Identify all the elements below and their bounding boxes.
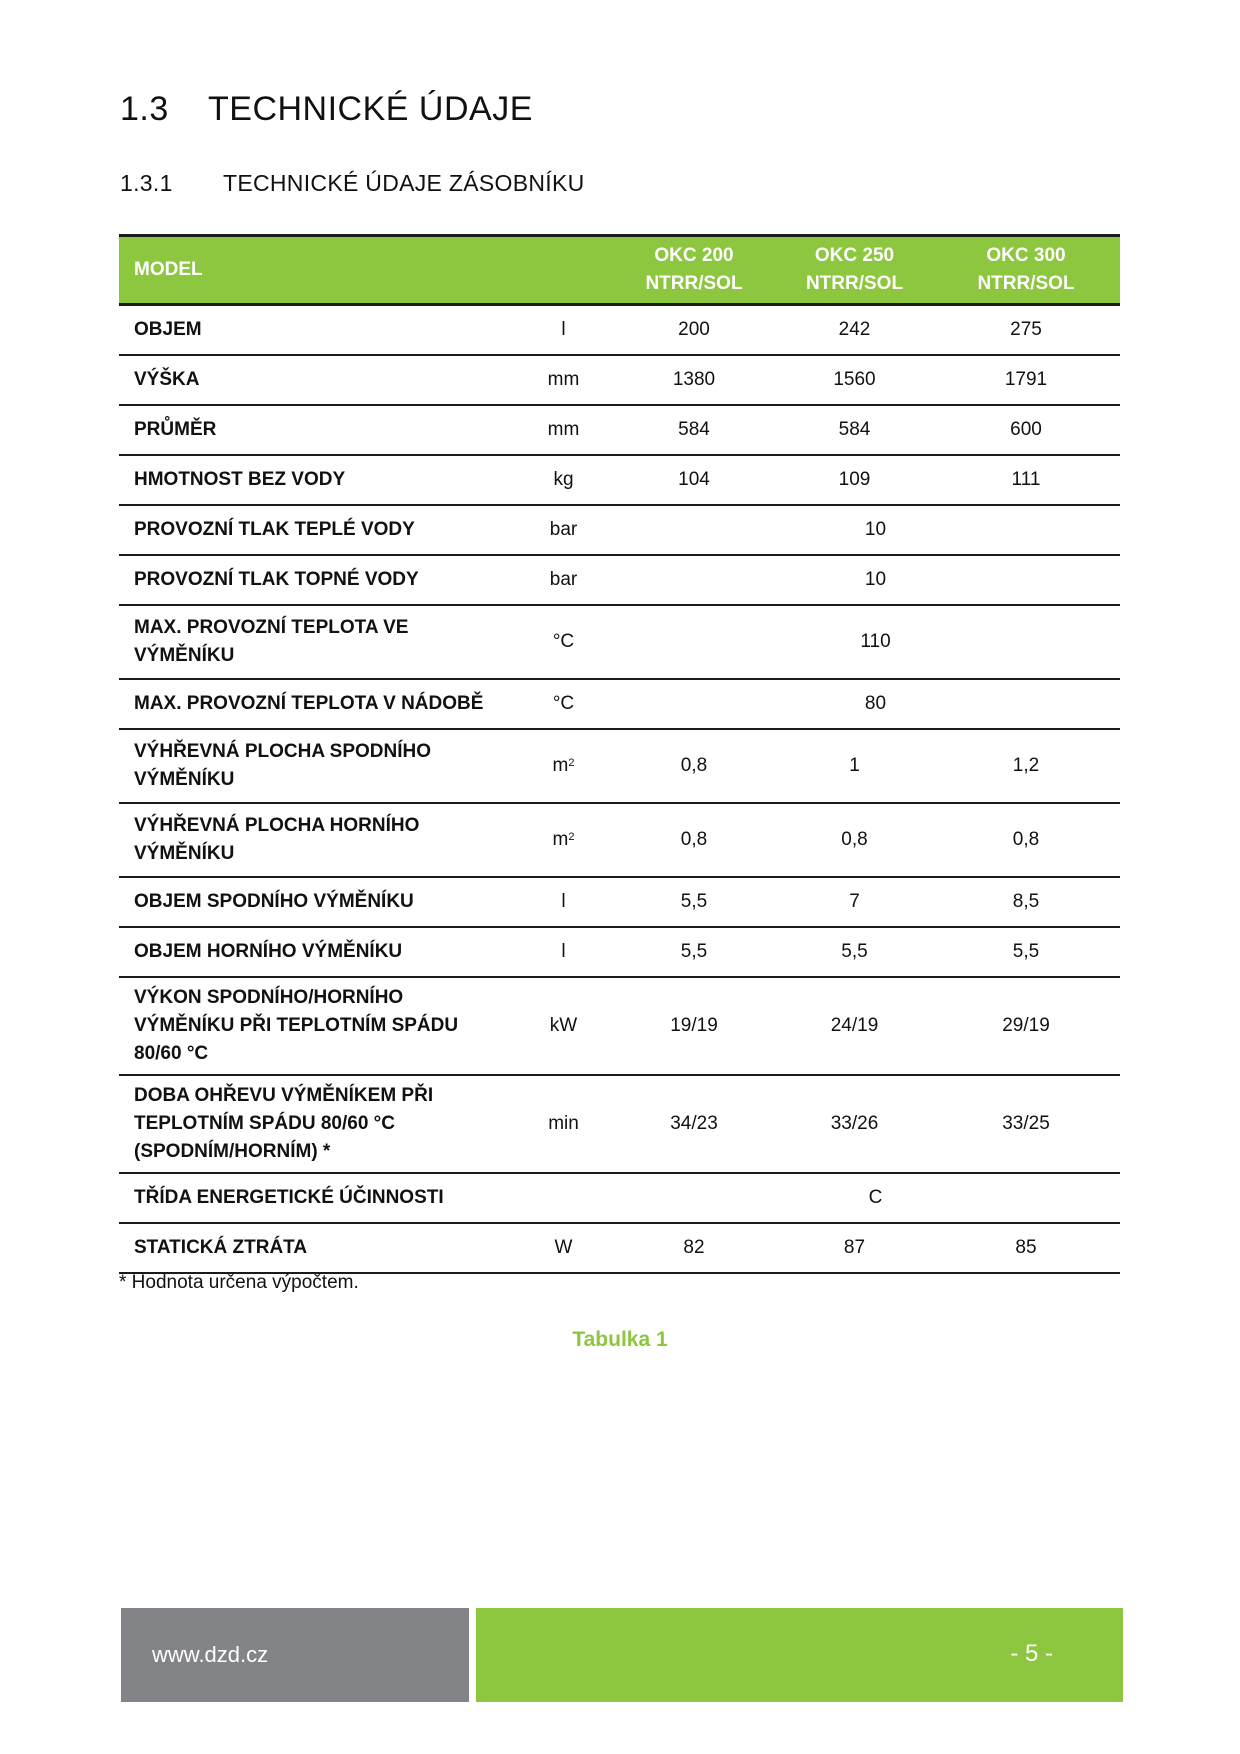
row-value: 1,2 [932,729,1120,803]
table-row [119,355,1120,405]
table-row [119,1075,1120,1173]
table-row [119,405,1120,455]
row-label: PROVOZNÍ TLAK TOPNÉ VODY [119,555,516,605]
row-label: MAX. PROVOZNÍ TEPLOTA V NÁDOBĚ [119,679,516,729]
row-unit: kg [516,455,611,505]
row-value: 87 [777,1223,932,1273]
section-number: 1.3 [120,90,169,128]
row-label: PRŮMĚR [119,405,516,455]
header-model: MODEL [119,236,516,305]
header-okc-300: OKC 300 NTRR/SOL [932,236,1120,305]
row-label: TŘÍDA ENERGETICKÉ ÚČINNOSTI [119,1173,516,1223]
row-value: 0,8 [777,803,932,877]
row-unit: bar [516,555,611,605]
row-label: OBJEM [119,305,516,356]
row-value: 19/19 [611,977,777,1075]
row-unit [516,1173,611,1223]
row-label: MAX. PROVOZNÍ TEPLOTA VE VÝMĚNÍKU [119,605,516,679]
header-unit [516,236,611,305]
row-unit: mm [516,355,611,405]
row-value: 29/19 [932,977,1120,1075]
row-label: OBJEM SPODNÍHO VÝMĚNÍKU [119,877,516,927]
row-value: 85 [932,1223,1120,1273]
table-row [119,555,1120,605]
row-value: 33/25 [932,1075,1120,1173]
row-label: OBJEM HORNÍHO VÝMĚNÍKU [119,927,516,977]
row-unit: $m^2$ [516,803,611,877]
table-row [119,455,1120,505]
row-value: 0,8 [932,803,1120,877]
row-value: 33/26 [777,1075,932,1173]
header-okc-200: OKC 200 NTRR/SOL [611,236,777,305]
row-value: 82 [611,1223,777,1273]
subsection-number: 1.3.1 [120,170,173,196]
row-label: VÝHŘEVNÁ PLOCHA SPODNÍHO VÝMĚNÍKU [119,729,516,803]
row-label: DOBA OHŘEVU VÝMĚNÍKEM PŘI TEPLOTNÍM SPÁDU 80/60 °C (SPODNÍM/HORNÍM) * [119,1075,516,1173]
table-row [119,877,1120,927]
row-value: 8,5 [932,877,1120,927]
row-value: 111 [932,455,1120,505]
row-label: VÝŠKA [119,355,516,405]
row-value: 1 [777,729,932,803]
row-value: 584 [777,405,932,455]
row-label: STATICKÁ ZTRÁTA [119,1223,516,1273]
table-row [119,305,1120,356]
table-row [119,977,1120,1075]
table-row [119,1173,1120,1223]
row-value: 24/19 [777,977,932,1075]
table-row [119,729,1120,803]
row-label: HMOTNOST BEZ VODY [119,455,516,505]
row-unit: mm [516,405,611,455]
row-value: 275 [932,305,1120,356]
row-unit: bar [516,505,611,555]
row-unit: °C [516,679,611,729]
row-value-shared: 10 [611,555,1120,605]
row-value-shared: 10 [611,505,1120,555]
row-value: 104 [611,455,777,505]
row-unit: l [516,305,611,356]
row-value: 600 [932,405,1120,455]
row-value: 200 [611,305,777,356]
table-row [119,505,1120,555]
row-label: VÝKON SPODNÍHO/HORNÍHO VÝMĚNÍKU PŘI TEPLOTNÍM SPÁDU 80/60 °C [119,977,516,1075]
table-row [119,927,1120,977]
table-row [119,1223,1120,1273]
row-value: 5,5 [932,927,1120,977]
row-value-shared: 80 [611,679,1120,729]
row-value: 5,5 [611,927,777,977]
table-row [119,803,1120,877]
page-number: - 5 - [1010,1640,1053,1667]
table-row [119,605,1120,679]
table-caption: Tabulka 1 [572,1328,668,1351]
row-value: 109 [777,455,932,505]
row-value-shared: C [611,1173,1120,1223]
row-unit: $m^2$ [516,729,611,803]
section-title: TECHNICKÉ ÚDAJE [208,90,533,128]
row-value: 5,5 [611,877,777,927]
footnote: * Hodnota určena výpočtem. [119,1272,359,1293]
row-value: 1380 [611,355,777,405]
row-value: 1560 [777,355,932,405]
row-unit: l [516,927,611,977]
row-value: 584 [611,405,777,455]
row-value: 7 [777,877,932,927]
row-value: 0,8 [611,729,777,803]
row-value-shared: 110 [611,605,1120,679]
header-okc-250: OKC 250 NTRR/SOL [777,236,932,305]
row-label: VÝHŘEVNÁ PLOCHA HORNÍHO VÝMĚNÍKU [119,803,516,877]
footer-website[interactable]: www.dzd.cz [152,1642,269,1667]
row-unit: l [516,877,611,927]
subsection-title: TECHNICKÉ ÚDAJE ZÁSOBNÍKU [223,170,585,196]
row-value: 0,8 [611,803,777,877]
row-value: 5,5 [777,927,932,977]
table-row [119,679,1120,729]
row-value: 1791 [932,355,1120,405]
technical-data-table [119,234,1120,1274]
subsection-heading [120,170,585,197]
row-unit: °C [516,605,611,679]
row-value: 242 [777,305,932,356]
row-unit: kW [516,977,611,1075]
row-label: PROVOZNÍ TLAK TEPLÉ VODY [119,505,516,555]
row-unit: W [516,1223,611,1273]
section-heading [120,90,533,129]
row-unit: min [516,1075,611,1173]
footer-website-block [121,1608,469,1702]
table-header-row [119,236,1120,305]
row-value: 34/23 [611,1075,777,1173]
footer-page-block [476,1608,1123,1702]
